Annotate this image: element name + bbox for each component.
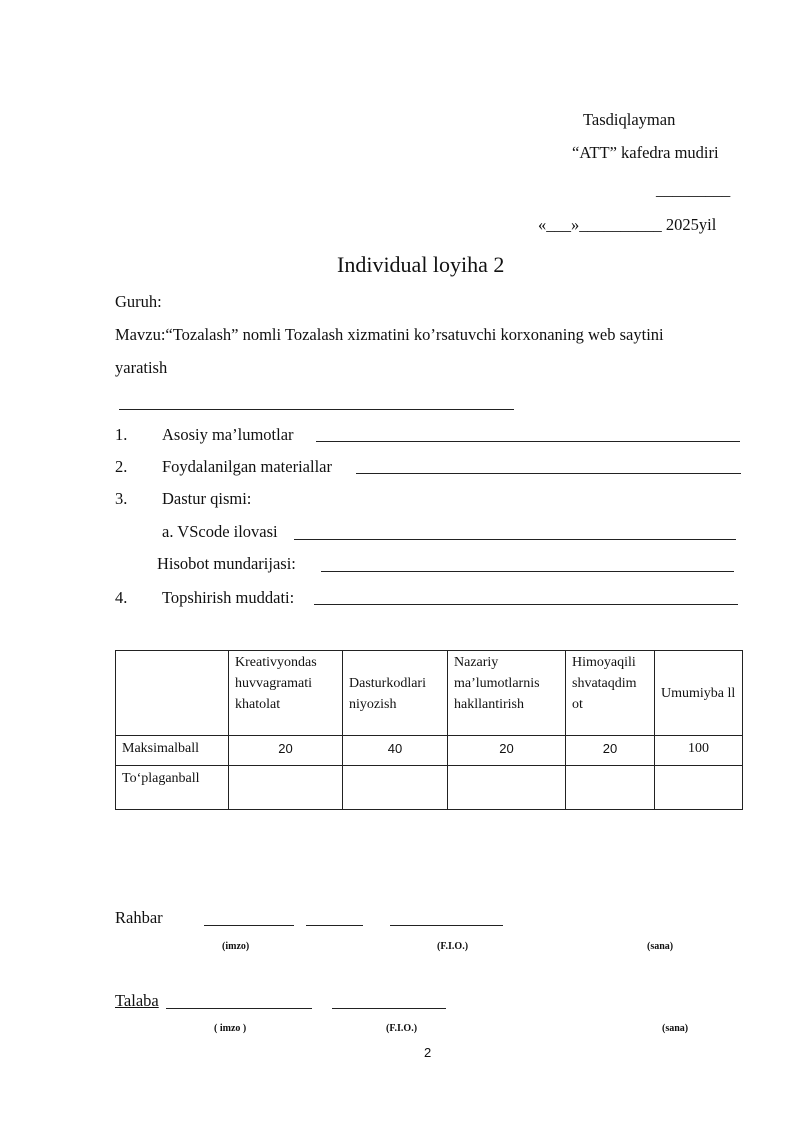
item-label-4: Topshirish muddati:	[162, 588, 295, 607]
approval-heading: Tasdiqlayman	[583, 110, 676, 129]
item-number-1: 1.	[115, 425, 128, 444]
table-cell: 20	[566, 736, 655, 766]
topic-line-2: yaratish	[115, 358, 168, 377]
table-cell: 40	[343, 736, 448, 766]
talaba-sana-caption: (sana)	[662, 1023, 689, 1034]
table-cell	[343, 766, 448, 810]
talaba-label: Talaba	[115, 991, 159, 1010]
group-label: Guruh:	[115, 292, 162, 311]
table-header-row	[116, 651, 743, 736]
item-label-2: Foydalanilgan materiallar	[162, 457, 332, 476]
table-header-cell	[116, 651, 229, 736]
item-line-2	[356, 473, 741, 474]
item-label-1: Asosiy ma’lumotlar	[162, 425, 294, 444]
table-header-cell: Himoyaqili shvataqdim ot	[566, 651, 655, 736]
item-line-1	[316, 441, 740, 442]
table-header-cell: Kreativyondas huvvagramati khatolat	[229, 651, 343, 736]
table-row-label: Maksimalball	[116, 736, 229, 766]
item-label-report: Hisobot mundarijasi:	[157, 554, 296, 573]
table-row	[116, 736, 743, 766]
approval-date-line: «___»__________ 2025yil	[538, 215, 717, 234]
talaba-sign-line	[166, 1008, 312, 1009]
item-number-4: 4.	[115, 588, 128, 607]
table-row-label: To‘plaganball	[116, 766, 229, 810]
item-line-3a	[294, 539, 736, 540]
item-label-3a: a. VScode ilovasi	[162, 522, 278, 541]
approval-role: “ATT” kafedra mudiri	[572, 143, 719, 162]
item-label-3: Dastur qismi:	[162, 489, 252, 508]
rahbar-imzo-caption: (imzo)	[222, 941, 250, 952]
talaba-imzo-caption: ( imzo )	[214, 1023, 247, 1034]
page-title: Individual loyiha 2	[337, 252, 505, 277]
rahbar-sign-line	[204, 925, 294, 926]
table-cell: 20	[229, 736, 343, 766]
item-number-3: 3.	[115, 489, 128, 508]
item-line-4	[314, 604, 738, 605]
table-cell	[566, 766, 655, 810]
table-cell	[655, 766, 743, 810]
page-number: 2	[424, 1045, 432, 1060]
table-cell: 100	[655, 736, 743, 766]
rahbar-fio-caption: (F.I.O.)	[437, 941, 469, 952]
grade-table	[115, 650, 743, 810]
talaba-fio-caption: (F.I.O.)	[386, 1023, 418, 1034]
rahbar-fio-line	[306, 925, 363, 926]
talaba-fio-line	[332, 1008, 446, 1009]
topic-underline	[119, 409, 514, 410]
rahbar-label: Rahbar	[115, 908, 163, 927]
rahbar-date-line	[390, 925, 503, 926]
table-cell: 20	[448, 736, 566, 766]
topic-line-1: Mavzu:“Tozalash” nomli Tozalash xizmatini ko’rsatuvchi korxonaning web saytini	[115, 325, 664, 344]
approval-signature-line: _________	[656, 180, 731, 199]
rahbar-sana-caption: (sana)	[647, 941, 674, 952]
table-row	[116, 766, 743, 810]
table-cell	[448, 766, 566, 810]
table-header-cell: Umumiyba ll	[655, 651, 743, 736]
item-line-report	[321, 571, 734, 572]
item-number-2: 2.	[115, 457, 128, 476]
table-header-cell: Nazariy ma’lumotlarnis hakllantirish	[448, 651, 566, 736]
table-cell	[229, 766, 343, 810]
table-header-cell: Dasturkodlari niyozish	[343, 651, 448, 736]
